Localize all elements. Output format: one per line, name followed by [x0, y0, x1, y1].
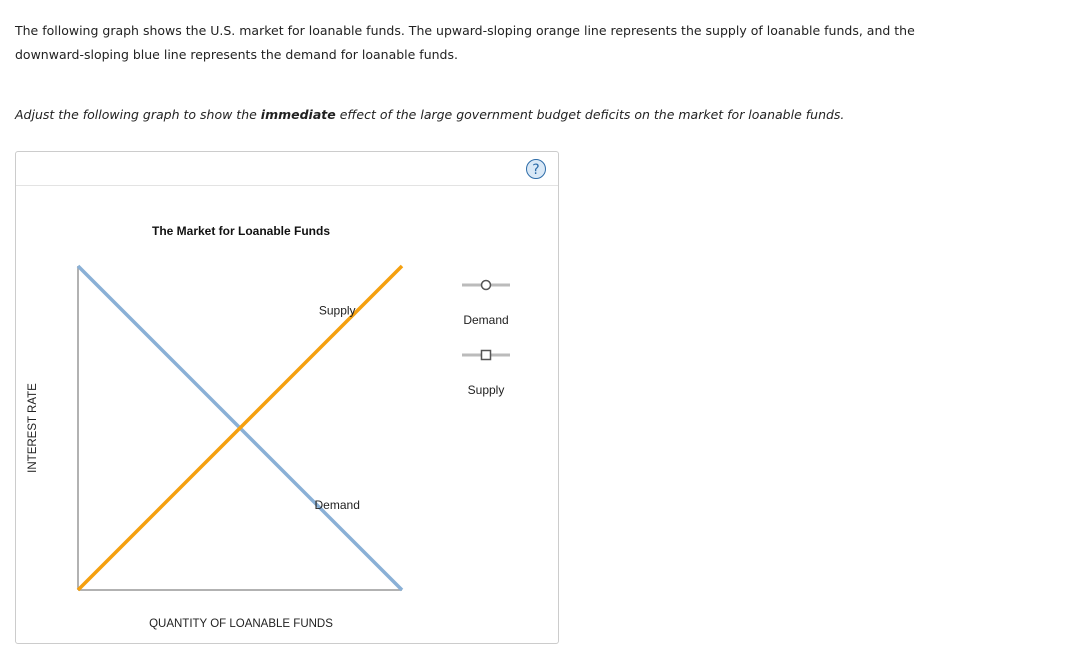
instruction-text — [15, 103, 915, 127]
loanable-funds-chart — [16, 152, 560, 645]
square-marker-icon — [482, 351, 491, 360]
chart-title: The Market for Loanable Funds — [151, 224, 331, 238]
help-icon[interactable]: ? — [526, 159, 546, 179]
palette-tool-supply[interactable] — [462, 351, 510, 398]
circle-marker-icon — [482, 281, 491, 290]
palette-label-demand: Demand — [463, 313, 509, 327]
palette-tool-demand[interactable] — [462, 281, 510, 328]
x-axis-label: QUANTITY OF LOANABLE FUNDS — [149, 618, 333, 630]
instruction-emphasis: immediate — [260, 107, 336, 122]
supply-curve-label: Supply — [318, 303, 356, 318]
instruction-suffix: effect of the large government budget deficits on the market for loanable funds. — [335, 107, 845, 122]
demand-curve-label: Demand — [314, 498, 360, 512]
graph-panel — [15, 151, 559, 644]
palette-label-supply: Supply — [467, 383, 505, 397]
y-axis-label: INTEREST RATE — [27, 383, 39, 473]
intro-text: The following graph shows the U.S. market for loanable funds. The upward-sloping orange line represents the supply of loanable funds, and the downward-sloping blue line represents the demand for loanable funds. — [15, 23, 915, 62]
instruction-prefix: Adjust the following graph to show the — [15, 107, 261, 122]
